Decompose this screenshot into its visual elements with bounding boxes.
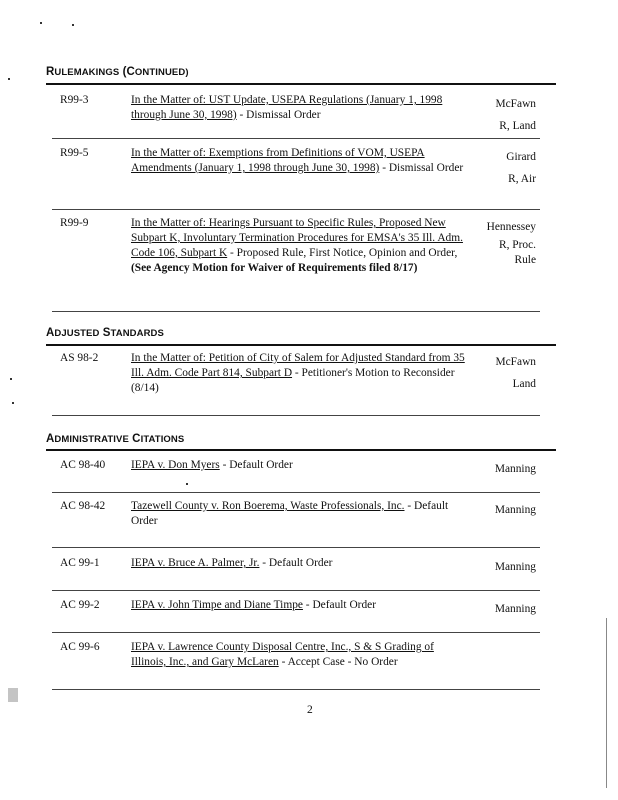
docket-number: R99-5 [60,147,89,159]
board-member: McFawn [495,98,536,110]
case-type: R, Air [508,173,536,185]
case-title: IEPA v. John Timpe and Diane Timpe [131,599,303,611]
entry-description: In the Matter of: Petition of City of Salem for Adjusted Standard from 35 Ill. Adm. Code Part 814, Subpart D - Petitioner's Motion to Reconsider (8/14) [131,352,465,394]
assignment [495,499,536,521]
assignment [496,93,537,137]
board-member: Girard [506,151,536,163]
board-member: McFawn [495,356,536,368]
docket-number: AC 98-42 [60,500,106,512]
scan-speck [8,78,10,80]
docket-number: R99-3 [60,94,89,106]
section-title-administrative-citations: ADMINISTRATIVE CITATIONS [46,433,185,445]
entry-description: In the Matter of: Hearings Pursuant to Specific Rules, Proposed New Subpart K, Involuntary Termination Procedures for EMSA's 35 Ill. Adm. Code 106, Subpart K - Proposed Rule, First Notice, Opinion and Order, (See Agency Motion for Waiver of Requirements filed 8/17) [131,217,463,274]
scan-speck [40,22,42,24]
board-member: Hennessey [486,221,536,233]
agency-motion-note: (See Agency Motion for Waiver of Requirements filed 8/17) [131,262,418,274]
entry-separator [52,590,540,591]
section-title-adjusted-standards: ADJUSTED STANDARDS [46,327,164,339]
docket-number: AS 98-2 [60,352,99,364]
case-title: IEPA v. Lawrence County Disposal Centre, Inc., S & S Grading of Illinois, Inc., and Gary McLaren [131,641,434,668]
assignment [495,458,536,480]
entry-separator [52,311,540,312]
entry-description: IEPA v. Bruce A. Palmer, Jr. - Default Order [131,557,333,569]
docket-number: AC 98-40 [60,459,106,471]
entry-separator [52,138,540,139]
docket-number: AC 99-2 [60,599,100,611]
page-number: 2 [307,704,313,716]
list-item [0,556,618,584]
list-item [0,93,618,133]
case-type: R, Land [499,120,536,132]
scan-speck [72,24,74,26]
board-member: Manning [494,603,536,615]
scan-speck [186,483,188,485]
list-item [0,640,618,680]
entry-separator [52,209,540,210]
docket-number: R99-9 [60,217,89,229]
assignment [496,351,537,395]
scan-smudge [8,688,18,702]
assignment [506,146,536,190]
board-member: Manning [494,561,536,573]
entry-separator [52,415,540,416]
board-member: Manning [494,463,536,475]
section-rule [46,344,556,346]
scan-speck [12,402,14,404]
section-rule [46,449,556,451]
assignment [495,598,536,620]
list-item [0,499,618,539]
case-title: Tazewell County v. Ron Boerema, Waste Professionals, Inc. [131,500,405,512]
entry-separator [52,547,540,548]
assignment [495,556,536,578]
case-type: R, Proc. Rule [498,239,536,266]
assignment [487,216,536,268]
list-item [0,351,618,401]
entry-separator [52,492,540,493]
section-title-rulemakings: RULEMAKINGS (CONTINUED) [46,66,189,78]
case-title: In the Matter of: Petition of City of Salem for Adjusted Standard from 35 Ill. Adm. Code Part 814, Subpart D [131,352,465,379]
entry-separator [52,689,540,690]
entry-description: IEPA v. John Timpe and Diane Timpe - Default Order [131,599,377,611]
entry-description: Tazewell County v. Ron Boerema, Waste Professionals, Inc. - Default Order [131,500,449,527]
case-title: IEPA v. Don Myers [131,459,220,471]
entry-description: In the Matter of: Exemptions from Definitions of VOM, USEPA Amendments (January 1, 1998 through June 30, 1998) - Dismissal Order [131,147,464,174]
board-member: Manning [494,504,536,516]
list-item [0,146,618,196]
list-item [0,598,618,626]
case-title: In the Matter of: Exemptions from Definitions of VOM, USEPA Amendments (January 1, 1998 through June 30, 1998) [131,147,425,174]
case-title: In the Matter of: Hearings Pursuant to Specific Rules, Proposed New Subpart K, Involuntary Termination Procedures for EMSA's 35 Ill. Adm. Code 106, Subpart K [131,217,463,259]
entry-description: IEPA v. Lawrence County Disposal Centre, Inc., S & S Grading of Illinois, Inc., and Gary McLaren - Accept Case - No Order [131,641,434,668]
section-rule [46,83,556,85]
entry-description: IEPA v. Don Myers - Default Order [131,459,293,471]
entry-separator [52,632,540,633]
case-title: IEPA v. Bruce A. Palmer, Jr. [131,557,260,569]
list-item [0,216,618,296]
docket-number: AC 99-6 [60,641,100,653]
case-type: Land [512,378,536,390]
entry-description: In the Matter of: UST Update, USEPA Regulations (January 1, 1998 through June 30, 1998) - Dismissal Order [131,94,443,121]
case-title: In the Matter of: UST Update, USEPA Regulations (January 1, 1998 through June 30, 1998) [131,94,443,121]
docket-number: AC 99-1 [60,557,100,569]
list-item [0,458,618,488]
